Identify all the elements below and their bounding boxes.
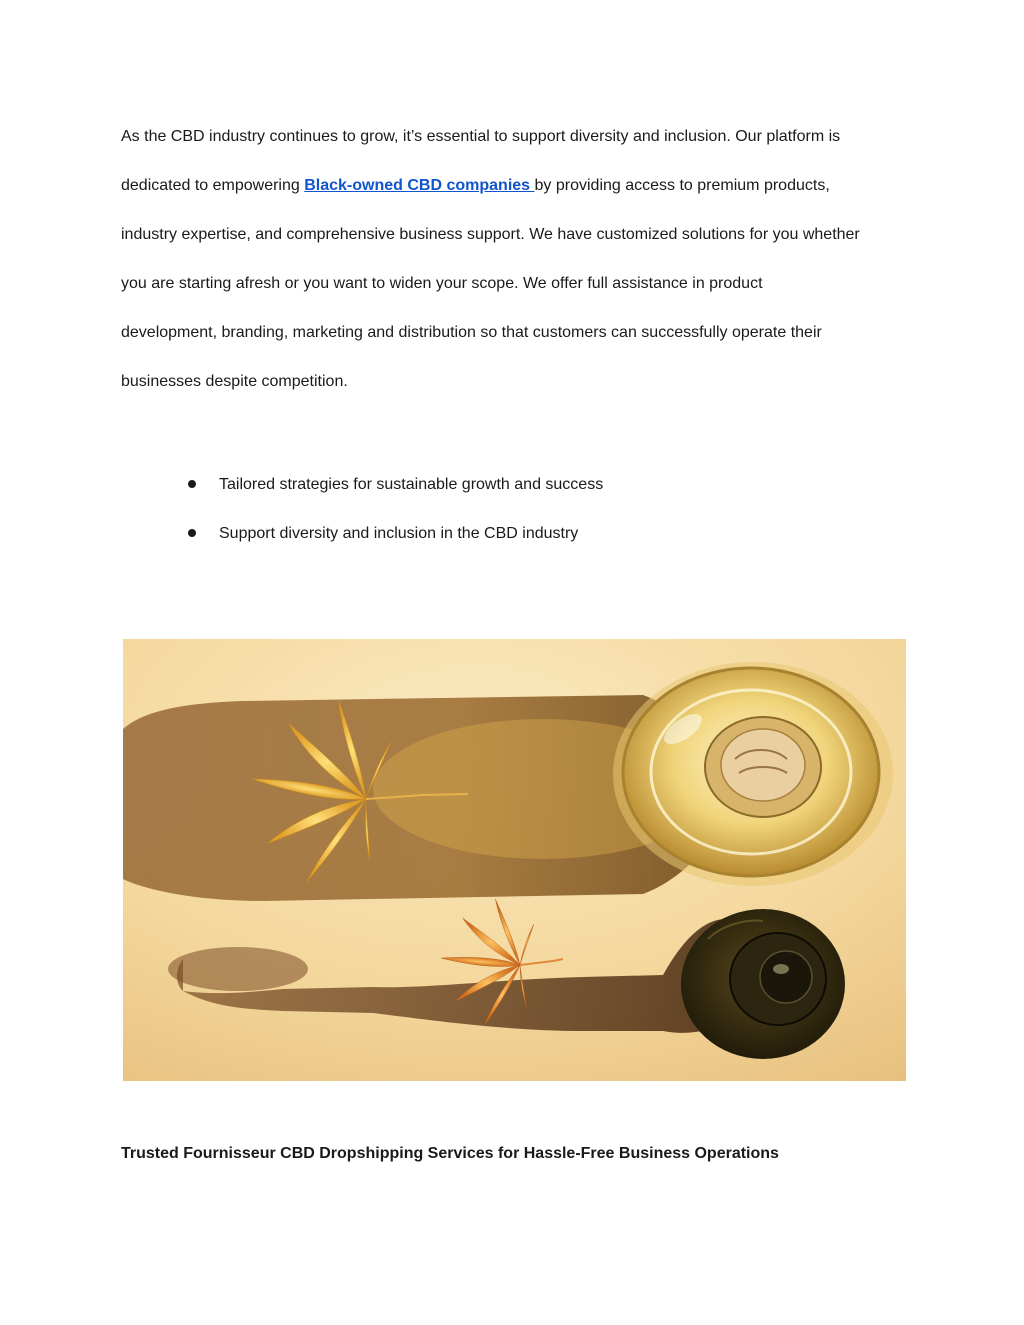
black-owned-cbd-link[interactable]: Black-owned CBD companies: [304, 177, 535, 194]
bullet-icon: [188, 529, 196, 537]
paragraph-line: businesses despite competition.: [121, 373, 348, 390]
list-item: [186, 460, 603, 509]
bullet-text: Tailored strategies for sustainable growth and success: [219, 476, 604, 493]
list-item: [186, 509, 603, 558]
paragraph-line: you are starting afresh or you want to widen your scope. We offer full assistance in product: [121, 275, 763, 292]
paragraph-line: As the CBD industry continues to grow, it’s essential to support diversity and inclusion. Our platform is: [121, 128, 841, 145]
bullet-list: [186, 460, 603, 558]
paragraph-text: by providing access to premium products,: [534, 177, 830, 194]
section-heading: Trusted Fournisseur CBD Dropshipping Services for Hassle-Free Business Operations: [121, 1145, 779, 1162]
intro-paragraph: [121, 112, 911, 406]
cbd-oil-photo: [123, 639, 906, 1081]
paragraph-line: [121, 161, 911, 210]
bullet-icon: [188, 480, 196, 488]
paragraph-line: industry expertise, and comprehensive business support. We have customized solutions for you whether: [121, 226, 860, 243]
paragraph-text: dedicated to empowering: [121, 177, 305, 194]
bullet-text: Support diversity and inclusion in the CBD industry: [219, 525, 579, 542]
paragraph-line: development, branding, marketing and distribution so that customers can successfully operate their: [121, 324, 822, 341]
